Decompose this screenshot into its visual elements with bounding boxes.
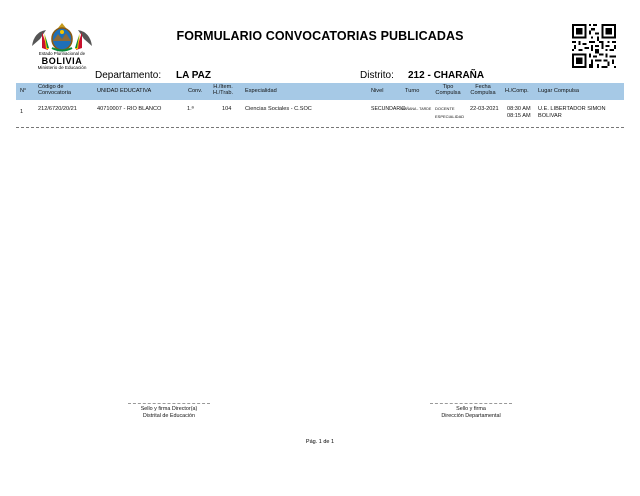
signature-left-line-2: Distrital de Educación <box>142 413 196 419</box>
column-header-tipo: Tipo Compulsa <box>435 84 461 96</box>
signature-right-line-1: Sello y firma <box>456 406 486 412</box>
distrito-value: 212 - CHARAÑA <box>408 70 485 81</box>
cell-hcomp: 08:30 AM 08:15 AM <box>507 106 531 119</box>
distrito-label: Distrito: <box>360 70 394 81</box>
column-header-codigo: Código de Convocatoria <box>38 84 71 96</box>
column-header-n: N° <box>20 88 27 94</box>
cell-n: 1 <box>20 109 24 115</box>
cell-tipo: DOCENTE ESPECIALIDAD <box>435 106 465 119</box>
qr-code-icon <box>572 24 616 68</box>
page-title: FORMULARIO CONVOCATORIAS PUBLICADAS <box>176 29 464 43</box>
page-number: Pág. 1 de 1 <box>305 439 335 445</box>
cell-lugar: U.E. LIBERTADOR SIMON BOLIVAR <box>538 106 606 119</box>
signature-right-line-2: Dirección Departamental <box>441 413 501 419</box>
column-header-turno: Turno <box>405 88 420 94</box>
column-header-conv: Conv. <box>188 88 203 94</box>
cell-fecha: 22-03-2021 <box>470 106 499 112</box>
cell-turno: MAÑANA - TARDE <box>401 106 432 111</box>
table-row <box>16 103 624 125</box>
signature-left-line-1: Sello y firma Director(a) <box>140 406 198 412</box>
cell-conv: 1.ª <box>187 106 194 112</box>
column-header-horas: H./Item. H./Trab. <box>213 84 233 96</box>
column-header-hcomp: H./Comp. <box>505 88 529 94</box>
cell-especialidad: Ciencias Sociales - C.SOC <box>245 106 312 112</box>
logo-line-3: Ministerio de Educación <box>37 65 87 70</box>
logo-line-1: Estado Plurinacional de <box>38 51 86 56</box>
departamento-label: Departamento: <box>95 70 162 81</box>
column-header-unidad: UNIDAD EDUCATIVA <box>97 88 152 94</box>
cell-nivel: SECUNDARIO <box>371 106 406 112</box>
column-header-especialidad: Especialidad <box>245 88 277 94</box>
signature-line-right <box>430 403 512 404</box>
logo-line-2: BOLIVIA <box>41 56 83 66</box>
departamento-value: LA PAZ <box>176 70 211 81</box>
column-header-fecha: Fecha Compulsa <box>470 84 496 96</box>
signature-line-left <box>128 403 210 404</box>
column-header-nivel: Nivel <box>371 88 384 94</box>
table-header <box>16 83 624 100</box>
cell-horas: 104 <box>222 106 232 112</box>
cell-unidad: 40710007 - RIO BLANCO <box>97 106 162 112</box>
column-header-lugar: Lugar Compulsa <box>538 88 580 94</box>
row-divider <box>16 127 624 128</box>
cell-codigo: 212/6720/20/21 <box>38 106 77 112</box>
